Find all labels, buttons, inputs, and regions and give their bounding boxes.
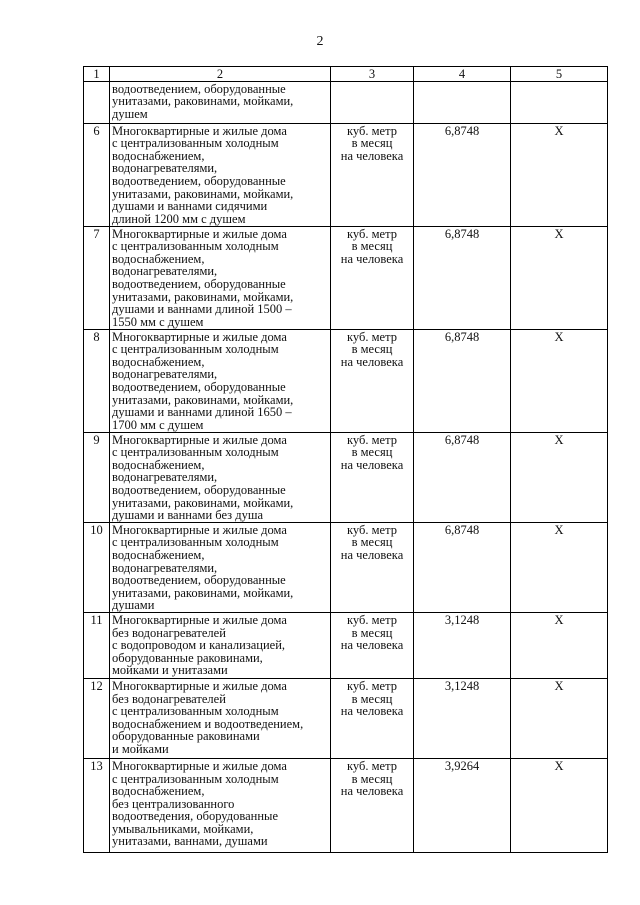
- col5-cell: [511, 432, 608, 522]
- description-line: водоснабжением,: [112, 354, 205, 369]
- unit-line: на человека: [340, 251, 404, 266]
- description-line: унитазами, раковинами, мойками,: [112, 186, 294, 201]
- description-line: 1550 мм с душем: [112, 314, 204, 329]
- description-line: оборудованные раковинами,: [112, 650, 263, 665]
- unit-line: на человека: [340, 638, 404, 653]
- col5-cell: [511, 329, 608, 432]
- unit-line: в месяц: [351, 239, 393, 254]
- description-line: с централизованным холодным: [112, 535, 279, 550]
- description-line: с централизованным холодным: [112, 771, 279, 786]
- row-number-cell: [84, 758, 110, 852]
- unit-line: на человека: [340, 704, 404, 719]
- value-cell: [414, 81, 511, 123]
- row-number-cell: [84, 522, 110, 612]
- unit-line: куб. метр: [347, 612, 397, 627]
- description-line: унитазами, раковинами, мойками,: [112, 94, 294, 109]
- col5-mark: X: [554, 123, 564, 138]
- header-col-4: 4: [414, 67, 511, 82]
- description-line: с централизованным холодным: [112, 704, 279, 719]
- description-cell: [110, 758, 331, 852]
- description-line: водоотведением, оборудованные: [112, 173, 286, 188]
- unit-cell: [331, 758, 414, 852]
- header-row: [84, 67, 608, 82]
- description-line: Многоквартирные и жилые дома: [112, 522, 287, 537]
- header-col-3: 3: [331, 67, 414, 82]
- row-number: 11: [90, 612, 103, 627]
- description-line: душами и ваннами без душа: [112, 508, 264, 523]
- description-line: водонагревателями,: [112, 367, 218, 382]
- description-line: унитазами, раковинами, мойками,: [112, 585, 294, 600]
- unit-line: куб. метр: [347, 123, 397, 138]
- description-line: унитазами, раковинами, мойками,: [112, 392, 294, 407]
- col5-cell: [511, 612, 608, 678]
- description-line: водоснабжением,: [112, 251, 205, 266]
- unit-line: куб. метр: [347, 522, 397, 537]
- row-number: 8: [93, 329, 100, 344]
- unit-line: в месяц: [351, 771, 393, 786]
- row-number-cell: [84, 123, 110, 226]
- col5-mark: X: [554, 678, 564, 693]
- description-line: водоотведением, оборудованные: [112, 81, 286, 96]
- col5-cell: [511, 81, 608, 123]
- row-number: 7: [93, 226, 100, 241]
- description-line: душами: [112, 598, 155, 613]
- col5-mark: X: [554, 612, 564, 627]
- value-cell: [414, 123, 511, 226]
- description-line: водоснабжением,: [112, 784, 205, 799]
- unit-cell: [331, 226, 414, 329]
- description-cell: [110, 522, 331, 612]
- unit-line: на человека: [340, 547, 404, 562]
- description-line: с централизованным холодным: [112, 136, 279, 151]
- unit-line: куб. метр: [347, 329, 397, 344]
- norm-value: 3,9264: [444, 758, 480, 773]
- row-number-cell: [84, 226, 110, 329]
- description-line: без водонагревателей: [112, 691, 226, 706]
- table-row: [84, 522, 608, 612]
- row-number-cell: [84, 432, 110, 522]
- description-line: с централизованным холодным: [112, 239, 279, 254]
- description-line: душами и ваннами длиной 1500 –: [112, 302, 292, 317]
- description-line: водоотведением, оборудованные: [112, 379, 286, 394]
- norm-value: 6,8748: [444, 432, 480, 447]
- col5-cell: [511, 226, 608, 329]
- unit-line: на человека: [340, 784, 404, 799]
- norms-table: [83, 66, 608, 853]
- description-line: водоснабжением,: [112, 547, 205, 562]
- description-line: водоотведения, оборудованные: [112, 809, 278, 824]
- col5-mark: X: [554, 329, 564, 344]
- col5-cell: [511, 678, 608, 758]
- description-line: Многоквартирные и жилые дома: [112, 432, 287, 447]
- description-line: длиной 1200 мм с душем: [112, 211, 246, 226]
- value-cell: [414, 522, 511, 612]
- norm-value: 3,1248: [444, 678, 480, 693]
- norm-value: 3,1248: [444, 612, 480, 627]
- description-line: душами и ваннами длиной 1650 –: [112, 405, 292, 420]
- description-line: водонагревателями,: [112, 470, 218, 485]
- row-number-cell: [84, 612, 110, 678]
- row-number: 10: [90, 522, 103, 537]
- table-row: [84, 329, 608, 432]
- value-cell: [414, 758, 511, 852]
- description-line: водоотведением, оборудованные: [112, 573, 286, 588]
- unit-line: в месяц: [351, 342, 393, 357]
- unit-cell: [331, 329, 414, 432]
- unit-line: на человека: [340, 148, 404, 163]
- description-line: 1700 мм с душем: [112, 417, 204, 432]
- norm-value: 6,8748: [444, 522, 480, 537]
- page-number: 2: [316, 34, 324, 49]
- description-cell: [110, 612, 331, 678]
- description-cell: [110, 226, 331, 329]
- description-line: водонагревателями,: [112, 264, 218, 279]
- value-cell: [414, 329, 511, 432]
- table-row: [84, 123, 608, 226]
- description-line: с централизованным холодным: [112, 342, 279, 357]
- description-line: Многоквартирные и жилые дома: [112, 226, 287, 241]
- unit-line: куб. метр: [347, 226, 397, 241]
- description-line: водоотведением, оборудованные: [112, 276, 286, 291]
- description-line: водоснабжением,: [112, 148, 205, 163]
- description-line: и мойками: [112, 741, 169, 756]
- description-line: умывальниками, мойками,: [112, 821, 254, 836]
- unit-line: в месяц: [351, 136, 393, 151]
- description-line: водонагревателями,: [112, 161, 218, 176]
- description-line: душем: [112, 106, 148, 121]
- unit-line: на человека: [340, 457, 404, 472]
- unit-line: куб. метр: [347, 678, 397, 693]
- table-row: [84, 612, 608, 678]
- description-line: унитазами, раковинами, мойками,: [112, 495, 294, 510]
- col5-mark: X: [554, 432, 564, 447]
- col5-mark: X: [554, 522, 564, 537]
- col5-cell: [511, 522, 608, 612]
- value-cell: [414, 678, 511, 758]
- table-row: [84, 678, 608, 758]
- description-line: водоотведением, оборудованные: [112, 482, 286, 497]
- col5-cell: [511, 758, 608, 852]
- description-line: с водопроводом и канализацией,: [112, 638, 286, 653]
- description-cell: [110, 81, 331, 123]
- value-cell: [414, 432, 511, 522]
- row-number: 6: [93, 123, 100, 138]
- description-line: водоснабжением и водоотведением,: [112, 716, 304, 731]
- description-line: унитазами, раковинами, мойками,: [112, 289, 294, 304]
- norm-value: 6,8748: [444, 329, 480, 344]
- description-line: Многоквартирные и жилые дома: [112, 758, 287, 773]
- unit-line: в месяц: [351, 691, 393, 706]
- description-line: душами и ваннами сидячими: [112, 199, 268, 214]
- description-cell: [110, 123, 331, 226]
- row-number-cell: [84, 329, 110, 432]
- row-number-cell: [84, 81, 110, 123]
- description-cell: [110, 678, 331, 758]
- unit-line: куб. метр: [347, 432, 397, 447]
- row-number: 13: [90, 758, 103, 773]
- table-row: [84, 81, 608, 123]
- header-col-5: 5: [511, 67, 608, 82]
- unit-cell: [331, 612, 414, 678]
- description-line: Многоквартирные и жилые дома: [112, 678, 287, 693]
- unit-line: в месяц: [351, 535, 393, 550]
- description-line: Многоквартирные и жилые дома: [112, 612, 287, 627]
- value-cell: [414, 226, 511, 329]
- table-row: [84, 226, 608, 329]
- table-row: [84, 758, 608, 852]
- description-line: оборудованные раковинами: [112, 729, 260, 744]
- unit-cell: [331, 81, 414, 123]
- norm-value: 6,8748: [444, 123, 480, 138]
- unit-cell: [331, 522, 414, 612]
- description-line: Многоквартирные и жилые дома: [112, 329, 287, 344]
- unit-line: куб. метр: [347, 758, 397, 773]
- row-number: 9: [93, 432, 100, 447]
- description-line: унитазами, ваннами, душами: [112, 834, 268, 849]
- description-line: водоснабжением,: [112, 457, 205, 472]
- table-row: [84, 432, 608, 522]
- description-cell: [110, 329, 331, 432]
- row-number: 12: [90, 678, 103, 693]
- unit-line: в месяц: [351, 445, 393, 460]
- description-line: без централизованного: [112, 796, 235, 811]
- value-cell: [414, 612, 511, 678]
- description-line: водонагревателями,: [112, 560, 218, 575]
- unit-cell: [331, 678, 414, 758]
- description-line: с централизованным холодным: [112, 445, 279, 460]
- col5-cell: [511, 123, 608, 226]
- unit-cell: [331, 432, 414, 522]
- description-line: мойками и унитазами: [112, 663, 228, 678]
- row-number-cell: [84, 678, 110, 758]
- table-body: [84, 81, 608, 852]
- norm-value: 6,8748: [444, 226, 480, 241]
- header-col-2: 2: [110, 67, 331, 82]
- unit-cell: [331, 123, 414, 226]
- header-col-1: 1: [84, 67, 110, 82]
- description-cell: [110, 432, 331, 522]
- description-line: без водонагревателей: [112, 625, 226, 640]
- description-line: Многоквартирные и жилые дома: [112, 123, 287, 138]
- unit-line: в месяц: [351, 625, 393, 640]
- col5-mark: X: [554, 758, 564, 773]
- unit-line: на человека: [340, 354, 404, 369]
- col5-mark: X: [554, 226, 564, 241]
